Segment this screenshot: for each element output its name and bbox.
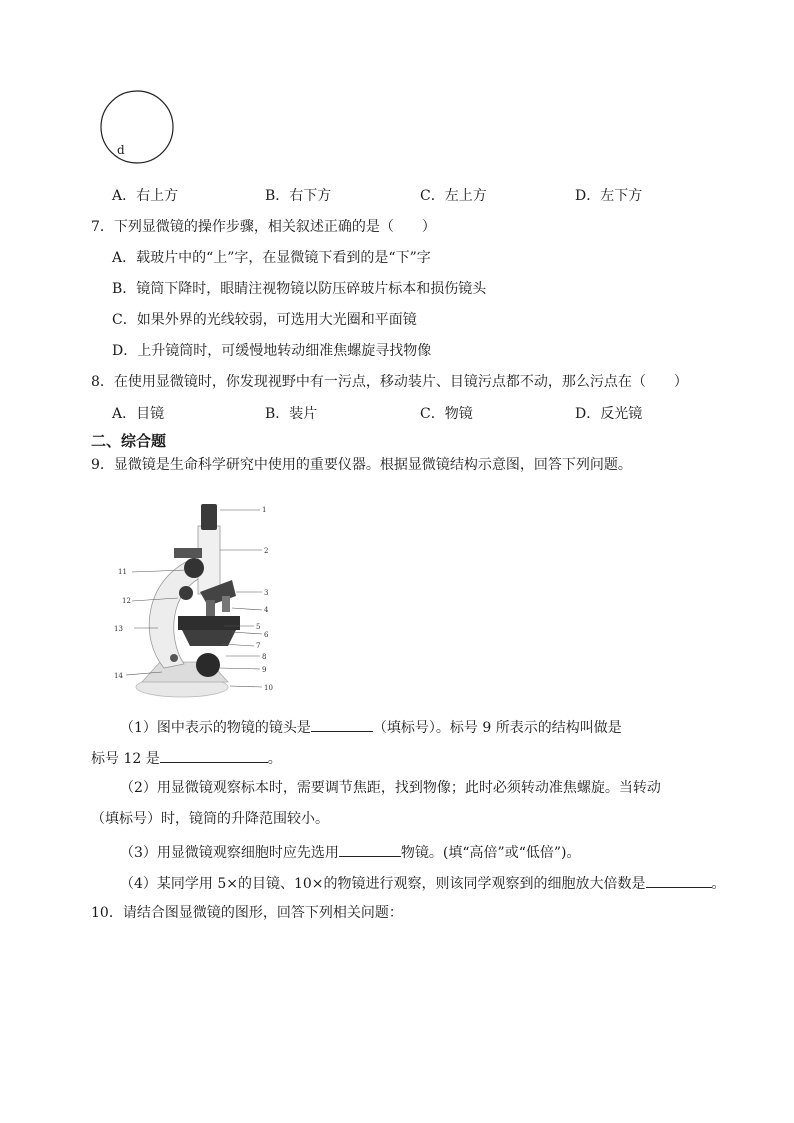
q6-option-c[interactable]: C．左上方 — [420, 188, 487, 204]
q9-part3-text-b: 物镜。(填“高倍”或“低倍”)。 — [400, 845, 581, 861]
q9-part2-line2: （填标号）时，镜筒的升降范围较小。 — [91, 811, 329, 827]
q9-part4-text-b: 。 — [711, 876, 726, 892]
q7-option-a[interactable]: A．载玻片中的“上”字，在显微镜下看到的是“下”字 — [112, 250, 431, 266]
objective-lens — [206, 600, 215, 618]
q9-part1-line1 — [120, 716, 622, 738]
q9-part3-blank[interactable] — [339, 841, 401, 857]
figure-label-3: 3 — [264, 589, 269, 597]
q9-part1-text-c: 标号 12 是 — [91, 751, 160, 767]
q9-part1-blank-1[interactable] — [311, 716, 373, 732]
q7-option-c[interactable]: C．如果外界的光线较弱，可选用大光圈和平面镜 — [112, 312, 417, 328]
q9-part1-blank-2[interactable] — [160, 747, 268, 763]
q9-part1-text-a: （1）图中表示的物镜的镜头是 — [120, 720, 311, 736]
side-bracket — [174, 548, 202, 558]
q9-part1-line2 — [91, 747, 282, 769]
figure-label-6: 6 — [264, 631, 269, 639]
figure-label-5: 5 — [256, 623, 261, 631]
base-knob — [170, 654, 178, 662]
q7-stem: 7．下列显微镜的操作步骤，相关叙述正确的是（ ） — [91, 219, 436, 235]
focus-knob-upper — [184, 558, 204, 578]
q8-option-b[interactable]: B．装片 — [265, 406, 318, 422]
figure-label-11: 11 — [118, 568, 127, 576]
q9-part4 — [120, 872, 726, 894]
q6-option-a[interactable]: A．右上方 — [112, 188, 179, 204]
figure-label-8: 8 — [262, 653, 267, 661]
figure-label-14: 14 — [114, 672, 123, 680]
microscope-figure — [112, 500, 284, 700]
q7-option-d[interactable]: D．上升镜筒时，可缓慢地转动细准焦螺旋寻找物像 — [112, 343, 432, 359]
figure-label-12: 12 — [122, 597, 131, 605]
q9-part2-line1: （2）用显微镜观察标本时，需要调节焦距，找到物像；此时必须转动准焦螺旋。当转动 — [120, 780, 661, 796]
q7-option-b[interactable]: B．镜筒下降时，眼睛注视物镜以防压碎玻片标本和损伤镜头 — [112, 281, 487, 297]
q8-option-c[interactable]: C．物镜 — [420, 406, 473, 422]
field-of-view-circle — [101, 91, 173, 163]
q10-stem: 10．请结合图显微镜的图形，回答下列相关问题： — [91, 905, 403, 921]
coarse-focus-knob — [179, 586, 193, 600]
figure-label-7: 7 — [256, 642, 261, 650]
q8-option-a[interactable]: A．目镜 — [112, 406, 165, 422]
figure-label-1: 1 — [262, 506, 267, 514]
q9-stem: 9．显微镜是生命科学研究中使用的重要仪器。根据显微镜结构示意图，回答下列问题。 — [91, 457, 632, 473]
section-title: 二、综合题 — [91, 432, 167, 450]
figure-label-10: 10 — [264, 684, 273, 692]
q8-stem: 8．在使用显微镜时，你发现视野中有一污点，移动装片、目镜污点都不动，那么污点在（ ） — [91, 374, 688, 390]
q9-part3-text-a: （3）用显微镜观察细胞时应先选用 — [120, 845, 339, 861]
q8-option-d[interactable]: D．反光镜 — [575, 406, 643, 422]
figure-label-9: 9 — [262, 666, 267, 674]
q6-option-b[interactable]: B．右下方 — [265, 188, 332, 204]
q6-option-d[interactable]: D．左下方 — [575, 188, 643, 204]
circle-label: d — [117, 143, 125, 157]
figure-label-4: 4 — [264, 606, 269, 614]
objective-lens-2 — [222, 596, 230, 612]
fine-focus-knob — [196, 653, 220, 677]
q9-part4-text-a: （4）某同学用 5×的目镜、10×的物镜进行观察，则该同学观察到的细胞放大倍数是 — [120, 876, 646, 892]
q9-part4-blank[interactable] — [646, 872, 712, 888]
eyepiece — [201, 504, 217, 530]
stage — [178, 616, 240, 630]
stage-lower — [182, 630, 236, 646]
label-lines — [126, 510, 262, 687]
q9-part1-text-b: （填标号）。标号 9 所表示的结构叫做是 — [372, 720, 622, 736]
q9-part1-text-d: 。 — [267, 751, 282, 767]
field-of-view-figure — [98, 88, 178, 168]
q9-part3 — [120, 841, 580, 863]
figure-label-2: 2 — [264, 547, 269, 555]
lens-tube — [198, 526, 220, 594]
figure-label-13: 13 — [114, 625, 123, 633]
